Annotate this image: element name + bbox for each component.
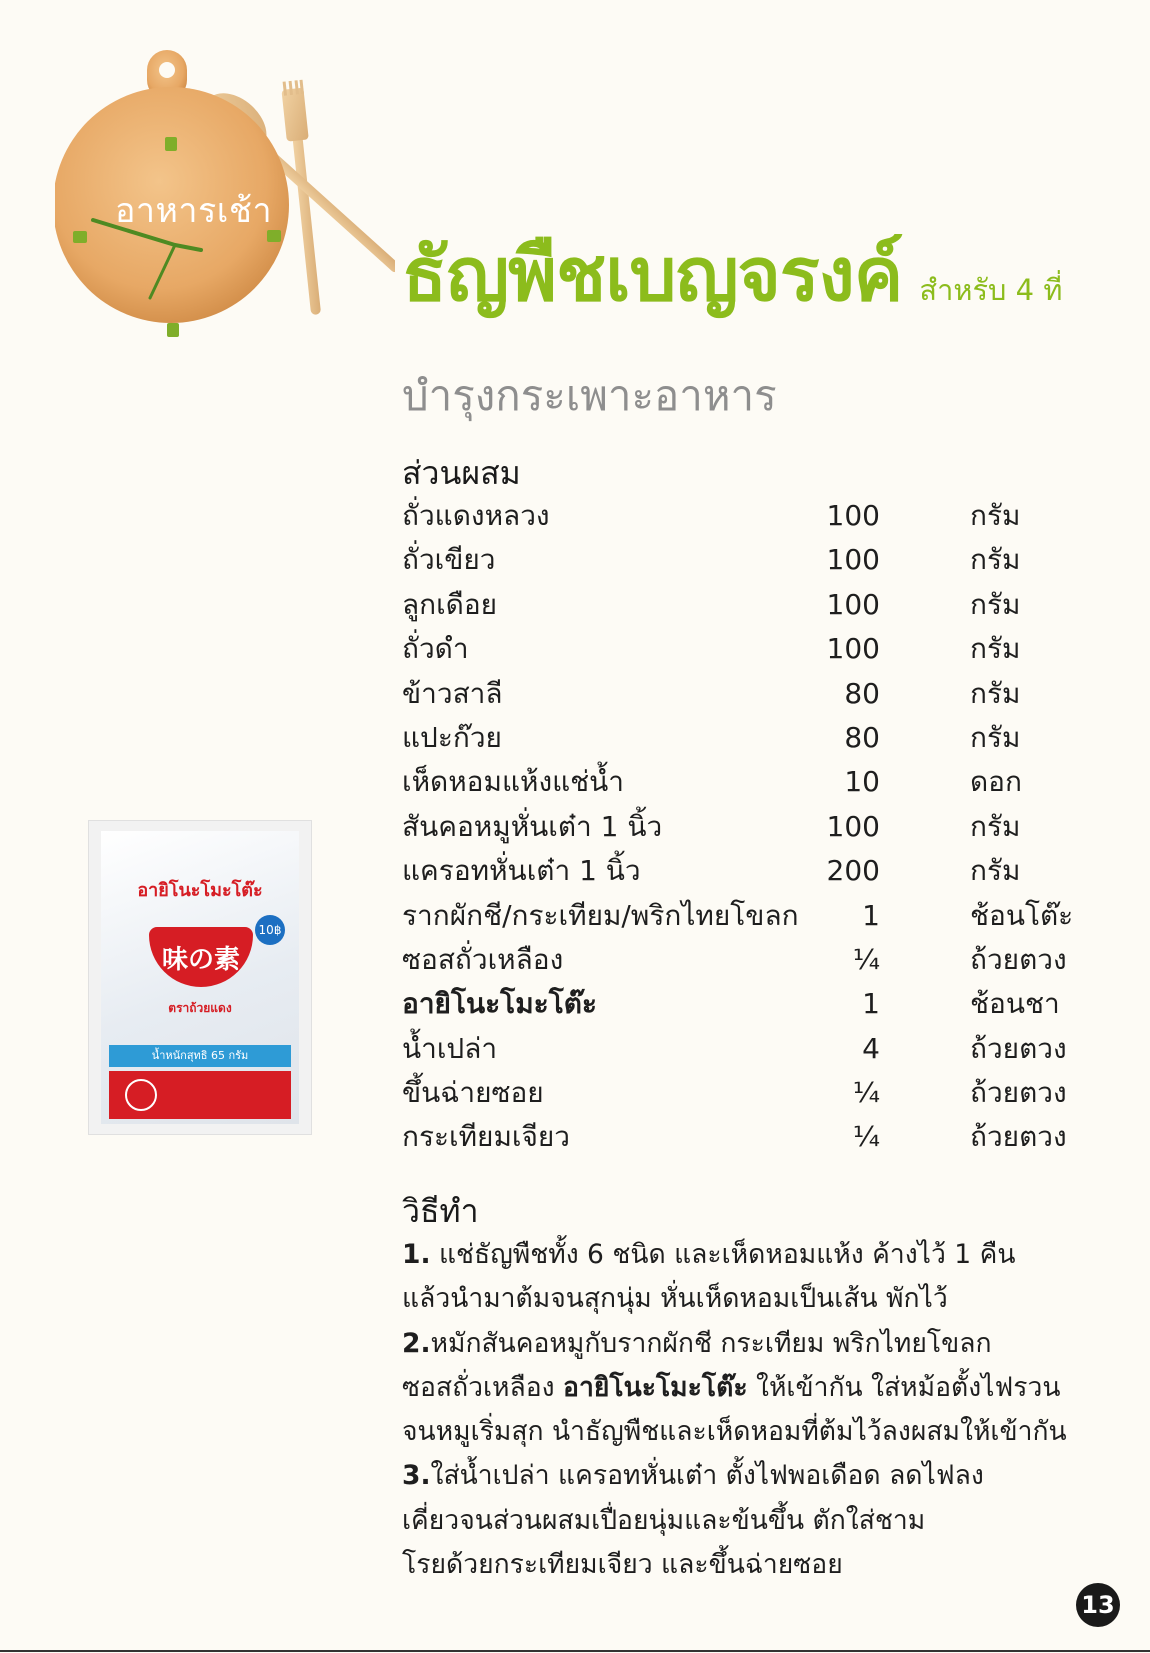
step-text: หมักสันคอหมูกับรากผักชี กระเทียม พริกไทยโขลก [430, 1327, 992, 1359]
step-text: โรยด้วยกระเทียมเจียว และขึ้นฉ่ายซอย [402, 1549, 843, 1581]
step-text: จนหมูเริ่มสุก นำธัญพืชและเห็ดหอมที่ต้มไว้ลงผสมให้เข้ากัน [402, 1416, 1067, 1448]
step-number: 2. [402, 1327, 431, 1359]
ingredient-name: กระเทียมเจียว [402, 1120, 571, 1154]
packet-kanji: 味の素 [161, 945, 240, 975]
ingredient-name: ขึ้นฉ่ายซอย [402, 1076, 544, 1110]
ingredient-unit: ดอก [970, 765, 1022, 799]
ingredient-unit: กรัม [970, 854, 1021, 888]
ingredient-name: ข้าวสาลี [402, 676, 503, 710]
ingredient-name: น้ำเปล่า [402, 1031, 498, 1065]
ingredient-name: ลูกเดือย [402, 587, 498, 621]
serving-size: สำหรับ 4 ที่ [919, 273, 1063, 307]
ingredient-unit: ถ้วยตวง [970, 1031, 1067, 1065]
packet-tagline: ตราถ้วยแดง [168, 1001, 232, 1015]
ingredient-name: รากผักชี/กระเทียม/พริกไทยโขลก [402, 898, 799, 932]
ingredient-row [402, 1115, 1102, 1159]
ingredient-row [402, 627, 1102, 671]
ingredient-unit: กรัม [970, 809, 1021, 843]
ingredient-row [402, 716, 1102, 760]
step-text: แล้วนำมาต้มจนสุกนุ่ม หั่นเห็ดหอมเป็นเส้น พักไว้ [402, 1283, 948, 1315]
ingredient-unit: ช้อนโต๊ะ [970, 898, 1074, 932]
ingredient-row [402, 538, 1102, 582]
ingredient-unit: กรัม [970, 587, 1021, 621]
packet-brand: อายิโนะโมะโต๊ะ [137, 880, 263, 901]
ingredient-quantity: ¼ [852, 1076, 880, 1110]
ingredient-row [402, 1071, 1102, 1115]
ingredient-row [402, 583, 1102, 627]
ingredient-quantity: 100 [826, 632, 880, 666]
ingredient-name: แปะก๊วย [402, 720, 502, 754]
ingredient-quantity: 10 [844, 765, 880, 799]
recipe-title: ธัญพืชเบญจรงค์ [402, 232, 903, 318]
price-badge: 10฿ [255, 915, 285, 945]
ingredient-quantity: 80 [844, 676, 880, 710]
method-step-line [402, 1366, 1102, 1410]
method-step [402, 1454, 1102, 1498]
ingredient-row [402, 849, 1102, 893]
ingredient-row [402, 805, 1102, 849]
step-number: 1. [402, 1239, 431, 1270]
ajinomoto-packet-image [88, 820, 312, 1135]
method-step-line [402, 1277, 1102, 1321]
packet-weight: น้ำหนักสุทธิ 65 กรัม [109, 1045, 291, 1067]
ingredient-name: เห็ดหอมแห้งแช่น้ำ [402, 765, 625, 799]
ingredient-name: แครอทหั่นเต๋า 1 นิ้ว [402, 854, 641, 888]
method-steps [402, 1233, 1102, 1587]
ingredient-row [402, 1027, 1102, 1071]
ingredient-name: อายิโนะโมะโต๊ะ [402, 987, 597, 1021]
ingredient-unit: กรัม [970, 632, 1021, 666]
ingredient-quantity: 1 [862, 987, 880, 1021]
ingredient-row [402, 894, 1102, 938]
ingredient-unit: กรัม [970, 499, 1021, 532]
ingredient-quantity: 200 [826, 854, 880, 888]
ingredients-heading: ส่วนผสม [402, 454, 521, 492]
ingredient-row [402, 494, 1102, 538]
step-text: ซอสถั่วเหลือง [402, 1371, 564, 1403]
recipe-subtitle: บำรุงกระเพาะอาหาร [402, 371, 777, 420]
ingredient-unit: ถ้วยตวง [970, 1076, 1067, 1110]
ingredient-name: ถั่วดำ [402, 632, 469, 666]
ingredient-quantity: 100 [826, 543, 880, 577]
ingredient-quantity: 100 [826, 499, 880, 532]
method-step-line [402, 1499, 1102, 1543]
brand-name-bold: อายิโนะโมะโต๊ะ [563, 1371, 748, 1403]
ingredient-quantity: 1 [862, 898, 880, 932]
ingredient-quantity: ¼ [852, 942, 880, 976]
page-number: 13 [1076, 1583, 1120, 1627]
method-heading: วิธีทำ [402, 1192, 479, 1230]
bottom-divider [0, 1650, 1150, 1652]
step-text: ใส่น้ำเปล่า แครอทหั่นเต๋า ตั้งไฟพอเดือด ลดไฟลง [430, 1460, 984, 1492]
ingredient-row [402, 672, 1102, 716]
ingredient-quantity: 100 [826, 587, 880, 621]
ingredient-name: สันคอหมูหั่นเต๋า 1 นิ้ว [402, 809, 663, 843]
ingredient-quantity: 80 [844, 720, 880, 754]
ingredient-quantity: 100 [826, 809, 880, 843]
ingredient-quantity: 4 [862, 1031, 880, 1065]
ingredient-quantity: ¼ [852, 1120, 880, 1154]
method-step-line [402, 1543, 1102, 1587]
ingredient-unit: ถ้วยตวง [970, 1120, 1067, 1154]
packet-body [101, 831, 299, 1124]
ingredient-unit: กรัม [970, 720, 1021, 754]
category-label: อาหารเช้า [115, 191, 273, 231]
step-number: 3. [402, 1460, 431, 1492]
method-step [402, 1322, 1102, 1366]
ingredient-list [402, 494, 1102, 1160]
ajinomoto-logo-icon [125, 1079, 157, 1111]
method-step [402, 1233, 1102, 1277]
ingredient-row [402, 982, 1102, 1026]
ingredient-name: ถั่วเขียว [402, 543, 496, 577]
ingredient-row [402, 938, 1102, 982]
ingredient-unit: กรัม [970, 543, 1021, 577]
step-text: ให้เข้ากัน ใส่หม้อตั้งไฟรวน [747, 1371, 1061, 1403]
recipe-title-row [402, 215, 1062, 333]
step-text: เคี่ยวจนส่วนผสมเปื่อยนุ่มและข้นขึ้น ตักใส่ชาม [402, 1504, 926, 1536]
ingredient-name: ถั่วแดงหลวง [402, 499, 550, 532]
step-text: แช่ธัญพืชทั้ง 6 ชนิด และเห็ดหอมแห้ง ค้างไว้ 1 คืน [438, 1239, 1016, 1270]
ingredient-unit: กรัม [970, 676, 1021, 710]
red-bowl-icon [149, 927, 253, 987]
ingredient-unit: ช้อนชา [970, 987, 1060, 1021]
ingredient-unit: ถ้วยตวง [970, 942, 1067, 976]
ingredient-row [402, 760, 1102, 804]
method-step-line [402, 1410, 1102, 1454]
ingredient-name: ซอสถั่วเหลือง [402, 942, 564, 976]
packet-red-band [109, 1071, 291, 1119]
